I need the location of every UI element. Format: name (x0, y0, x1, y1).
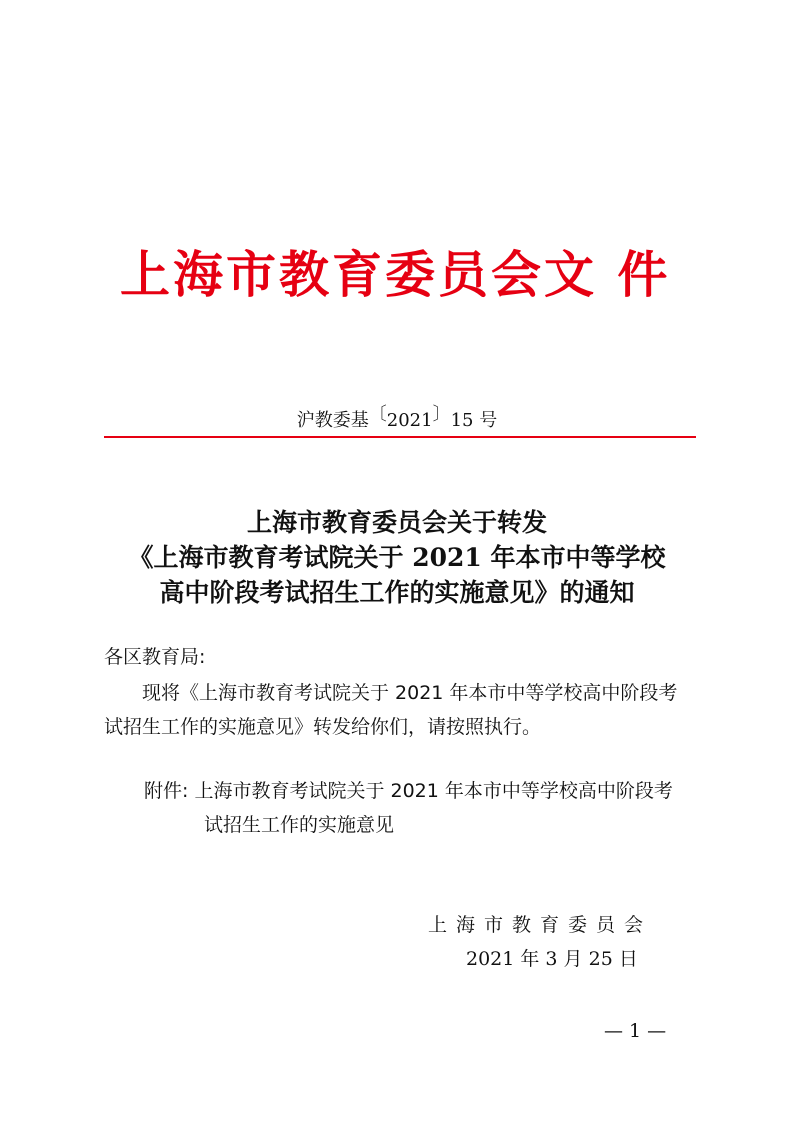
attachment-line-1: 附件: 上海市教育考试院关于 2021 年本市中等学校高中阶段考 (144, 780, 673, 802)
red-separator-rule (104, 436, 696, 438)
document-subject (0, 505, 794, 610)
subject-line-3: 高中阶段考试招生工作的实施意见》的通知 (159, 578, 635, 607)
document-number-year-open: 〔 (368, 404, 387, 425)
document-number-prefix: 沪教委基 (296, 410, 369, 431)
signature-organization: 上海市教育委员会 (428, 914, 653, 936)
document-number-suffix: 15 号 (450, 410, 498, 431)
attachment-line-2: 试招生工作的实施意见 (204, 814, 395, 836)
subject-line-2: 《上海市教育考试院关于 2021 年本市中等学校 (128, 543, 666, 572)
body-paragraph-line-2: 试招生工作的实施意见》转发给你们，请按照执行。 (104, 716, 542, 738)
body-paragraph-line-1: 现将《上海市教育考试院关于 2021 年本市中等学校高中阶段考 (142, 682, 678, 704)
subject-line-1: 上海市教育委员会关于转发 (246, 508, 547, 537)
document-number-year: 2021 (386, 410, 433, 431)
attachment-note (104, 774, 704, 842)
body-paragraph (104, 676, 704, 744)
issuer-header-title: 上海市教育委员会文 件 (120, 245, 671, 304)
document-number (0, 404, 794, 435)
signature-date: 2021 年 3 月 25 日 (466, 948, 638, 970)
salutation: 各区教育局: (104, 646, 206, 668)
page-number: — 1 — (604, 1020, 667, 1042)
document-number-year-close: 〕 (432, 404, 451, 425)
